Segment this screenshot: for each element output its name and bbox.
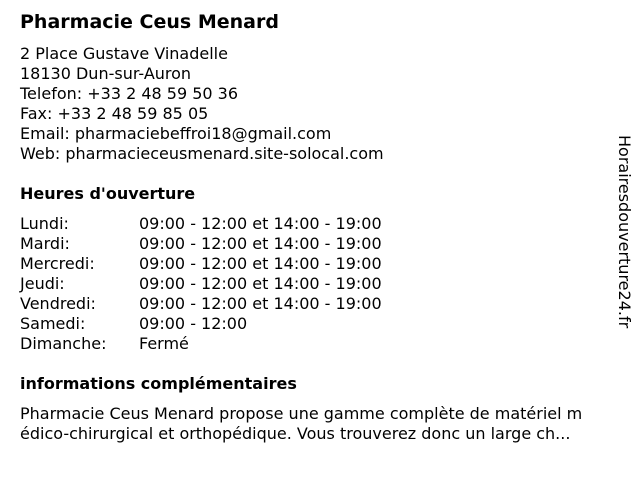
time-value: 09:00 - 12:00 et 14:00 - 19:00 xyxy=(139,274,382,293)
hours-row-monday xyxy=(20,214,440,234)
opening-hours-list xyxy=(20,214,440,354)
hours-row-sunday xyxy=(20,334,440,354)
fax-number: Fax: +33 2 48 59 85 05 xyxy=(20,104,209,123)
day-label: Dimanche: xyxy=(20,334,107,353)
hours-row-tuesday xyxy=(20,234,440,254)
time-value: Fermé xyxy=(139,334,189,353)
email-address: Email: pharmaciebeffroi18@gmail.com xyxy=(20,124,332,143)
hours-row-thursday xyxy=(20,274,440,294)
time-value: 09:00 - 12:00 et 14:00 - 19:00 xyxy=(139,214,382,233)
contact-block xyxy=(20,44,384,164)
day-label: Mercredi: xyxy=(20,254,95,273)
time-value: 09:00 - 12:00 et 14:00 - 19:00 xyxy=(139,294,382,313)
time-value: 09:00 - 12:00 et 14:00 - 19:00 xyxy=(139,254,382,273)
opening-hours-heading: Heures d'ouverture xyxy=(20,184,196,203)
day-label: Samedi: xyxy=(20,314,86,333)
hours-row-saturday xyxy=(20,314,440,334)
description-line: édico-chirurgical et orthopédique. Vous trouverez donc un large ch... xyxy=(20,424,571,443)
additional-info-heading: informations complémentaires xyxy=(20,374,297,393)
day-label: Mardi: xyxy=(20,234,70,253)
description-line: Pharmacie Ceus Menard propose une gamme complète de matériel m xyxy=(20,404,583,423)
website-address: Web: pharmacieceusmenard.site-solocal.com xyxy=(20,144,384,163)
hours-row-friday xyxy=(20,294,440,314)
address-street: 2 Place Gustave Vinadelle xyxy=(20,44,228,63)
day-label: Jeudi: xyxy=(20,274,65,293)
time-value: 09:00 - 12:00 et 14:00 - 19:00 xyxy=(139,234,382,253)
phone-number: Telefon: +33 2 48 59 50 36 xyxy=(20,84,239,103)
time-value: 09:00 - 12:00 xyxy=(139,314,248,333)
hours-row-wednesday xyxy=(20,254,440,274)
day-label: Lundi: xyxy=(20,214,69,233)
day-label: Vendredi: xyxy=(20,294,96,313)
address-city: 18130 Dun-sur-Auron xyxy=(20,64,192,83)
site-watermark: Horairesdouverture24.fr xyxy=(615,135,634,329)
pharmacy-name: Pharmacie Ceus Menard xyxy=(20,11,279,33)
additional-info-text xyxy=(20,404,632,444)
